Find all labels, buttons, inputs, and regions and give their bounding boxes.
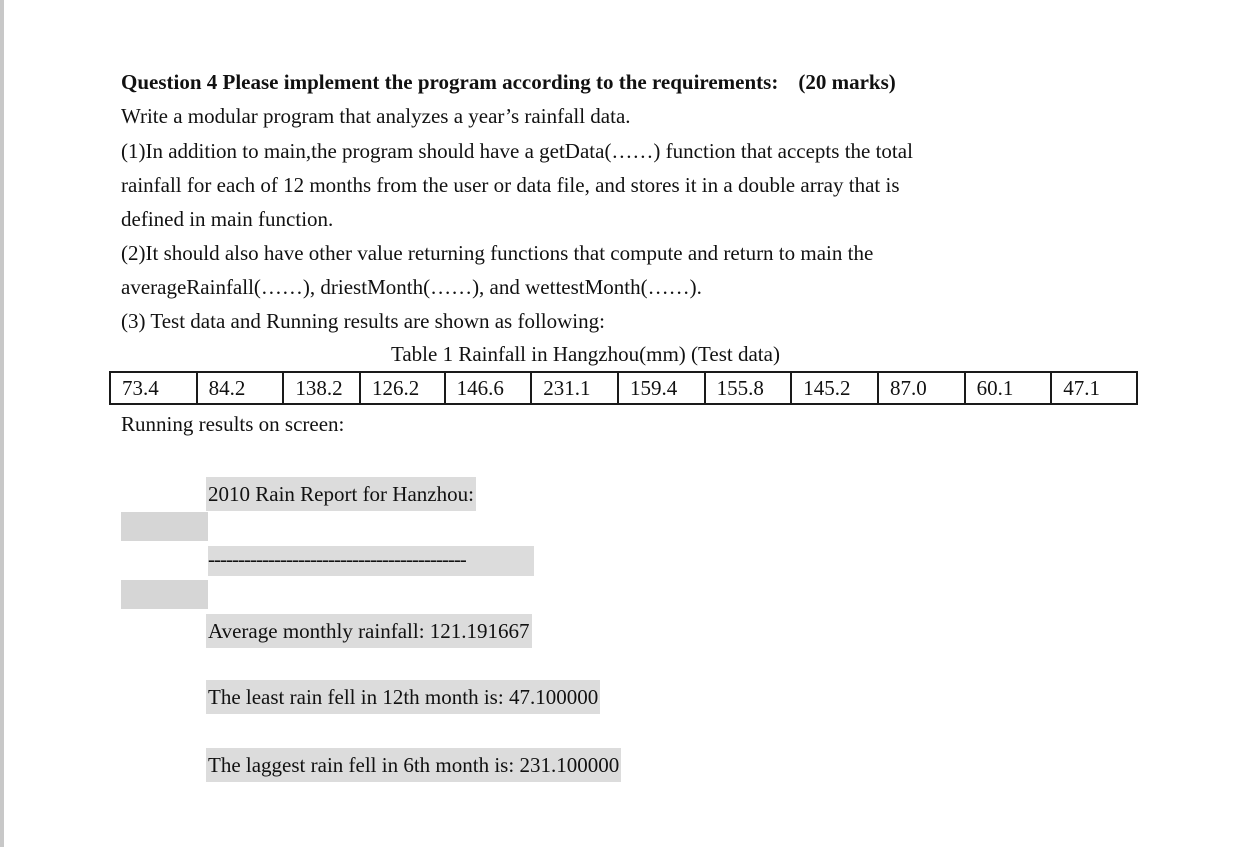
rainfall-cell: 146.6 [445,372,532,404]
rainfall-table [109,371,1138,405]
shaded-block [121,512,208,541]
rainfall-cell: 84.2 [197,372,284,404]
output-title: 2010 Rain Report for Hanzhou: [206,477,476,511]
rainfall-cell: 87.0 [878,372,965,404]
question-marks: (20 marks) [798,70,896,94]
output-average: Average monthly rainfall: 121.191667 [206,614,532,648]
rainfall-row [110,372,1137,404]
output-separator: ------------------------------------------- [208,546,534,576]
question-line-5: (2)It should also have other value returning functions that compute and return to main the [121,241,874,265]
question-line-3: rainfall for each of 12 months from the user or data file, and stores it in a double array that is [121,173,900,197]
running-results-label: Running results on screen: [121,412,345,436]
question-line-7: (3) Test data and Running results are shown as following: [121,309,605,333]
question-line-6: averageRainfall(……), driestMonth(……), and wettestMonth(……). [121,275,702,299]
rainfall-cell: 155.8 [705,372,792,404]
question-line-1: Write a modular program that analyzes a year’s rainfall data. [121,104,631,128]
rainfall-cell: 73.4 [110,372,197,404]
rainfall-cell: 60.1 [965,372,1052,404]
question-heading [121,69,896,95]
rainfall-cell: 145.2 [791,372,878,404]
question-heading-text: Question 4 Please implement the program according to the requirements: [121,70,779,94]
question-line-2: (1)In addition to main,the program should have a getData(……) function that accepts the total [121,139,913,163]
rainfall-cell: 126.2 [360,372,445,404]
rainfall-cell: 231.1 [531,372,618,404]
question-line-4: defined in main function. [121,207,334,231]
output-largest-rain: The laggest rain fell in 6th month is: 231.100000 [206,748,621,782]
output-least-rain: The least rain fell in 12th month is: 47.100000 [206,680,600,714]
rainfall-cell: 138.2 [283,372,360,404]
rainfall-cell: 47.1 [1051,372,1137,404]
page-edge [0,0,4,847]
table-caption: Table 1 Rainfall in Hangzhou(mm) (Test data) [391,342,780,366]
shaded-block [121,580,208,609]
rainfall-cell: 159.4 [618,372,705,404]
